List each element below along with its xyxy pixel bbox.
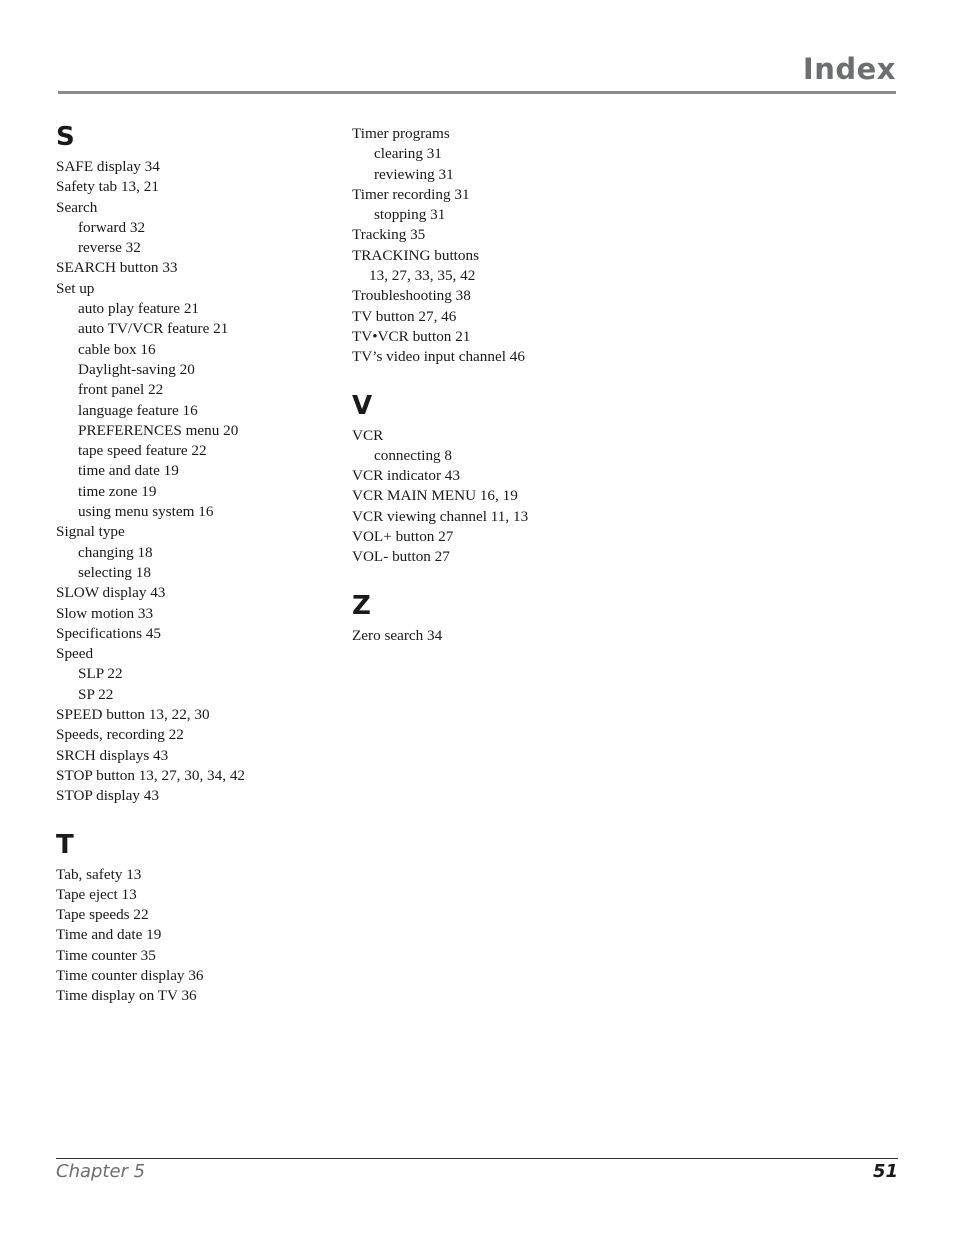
- index-entry: SAFE display 34: [56, 158, 160, 175]
- index-entry: VCR viewing channel 11, 13: [352, 507, 529, 525]
- section-letter: Z: [352, 590, 371, 621]
- index-section: [352, 590, 642, 646]
- index-subentry: time and date 19: [78, 462, 179, 480]
- index-subentry: Daylight-saving 20: [78, 360, 195, 378]
- index-entry: TV•VCR button 21: [352, 327, 471, 345]
- index-entry: VCR: [352, 426, 384, 444]
- index-subentry: auto TV/VCR feature 21: [78, 320, 229, 338]
- index-section: [352, 390, 642, 568]
- section-letter: T: [56, 829, 74, 860]
- section-letter: V: [352, 390, 373, 421]
- index-entry: Specifications 45: [56, 624, 162, 642]
- index-entry: VCR MAIN MENU 16, 19: [352, 487, 518, 505]
- index-entry: Timer recording 31: [352, 185, 470, 203]
- header-rule: [58, 91, 896, 94]
- page-title: Index: [802, 52, 896, 86]
- index-subentry: reviewing 31: [374, 165, 454, 183]
- index-entry: Time display on TV 36: [56, 987, 197, 1005]
- index-section: [352, 124, 642, 368]
- index-entry: Tab, safety 13: [56, 865, 142, 883]
- index-subentry: changing 18: [78, 543, 153, 561]
- index-subentry: cable box 16: [78, 340, 156, 358]
- section-letter: S: [56, 122, 75, 152]
- index-entry: Tape speeds 22: [56, 906, 149, 924]
- index-entry: Slow motion 33: [56, 604, 154, 622]
- index-entry: Set up: [56, 279, 95, 297]
- index-column-right: [352, 124, 642, 668]
- index-subentry: SLP 22: [78, 665, 123, 683]
- index-subentry: language feature 16: [78, 401, 198, 419]
- index-subentry: auto play feature 21: [78, 300, 200, 318]
- index-entry: SEARCH button 33: [56, 259, 178, 277]
- index-subentry: selecting 18: [78, 563, 151, 581]
- index-entry: Time counter display 36: [56, 966, 204, 984]
- index-subentry: clearing 31: [374, 145, 442, 163]
- index-entry: Timer programs: [352, 125, 450, 142]
- index-entry: SLOW display 43: [56, 584, 166, 602]
- index-subentry: connecting 8: [374, 446, 453, 464]
- index-entry: SPEED button 13, 22, 30: [56, 706, 210, 724]
- index-subentry: PREFERENCES menu 20: [78, 421, 239, 439]
- index-subentry: front panel 22: [78, 381, 164, 399]
- index-entry: Tape eject 13: [56, 885, 137, 903]
- index-subentry: stopping 31: [374, 206, 446, 224]
- index-entry: Time and date 19: [56, 926, 162, 944]
- index-section: [56, 121, 346, 807]
- index-subentry: 13, 27, 33, 35, 42: [369, 267, 476, 285]
- index-entry: Time counter 35: [56, 946, 156, 964]
- index-entry: SRCH displays 43: [56, 746, 169, 764]
- footer-rule: [56, 1158, 898, 1159]
- index-subentry: time zone 19: [78, 482, 157, 500]
- index-entry: Zero search 34: [352, 626, 443, 644]
- index-entry: TV button 27, 46: [352, 307, 457, 325]
- index-subentry: reverse 32: [78, 239, 141, 257]
- index-entry: Signal type: [56, 523, 125, 541]
- index-subentry: using menu system 16: [78, 503, 214, 521]
- index-column-left: [56, 121, 346, 1029]
- index-section: [56, 829, 346, 1007]
- index-subentry: SP 22: [78, 685, 114, 703]
- index-entry: Troubleshooting 38: [352, 287, 471, 305]
- index-entry: Speeds, recording 22: [56, 726, 184, 744]
- index-entry: Speed: [56, 645, 94, 663]
- index-entry: VOL+ button 27: [352, 528, 454, 546]
- index-entry: Safety tab 13, 21: [56, 178, 159, 196]
- index-entry: Tracking 35: [352, 226, 426, 244]
- index-entry: VCR indicator 43: [352, 467, 460, 485]
- index-entry: TV’s video input channel 46: [352, 348, 525, 366]
- footer-page-number: 51: [872, 1161, 898, 1182]
- index-entry: Search: [56, 198, 98, 216]
- index-entry: TRACKING buttons: [352, 246, 479, 264]
- footer-chapter: Chapter 5: [56, 1161, 146, 1182]
- index-subentry: forward 32: [78, 218, 146, 236]
- index-entry: STOP button 13, 27, 30, 34, 42: [56, 766, 246, 784]
- index-entry: VOL- button 27: [352, 548, 450, 566]
- index-subentry: tape speed feature 22: [78, 442, 207, 460]
- index-entry: STOP display 43: [56, 787, 159, 805]
